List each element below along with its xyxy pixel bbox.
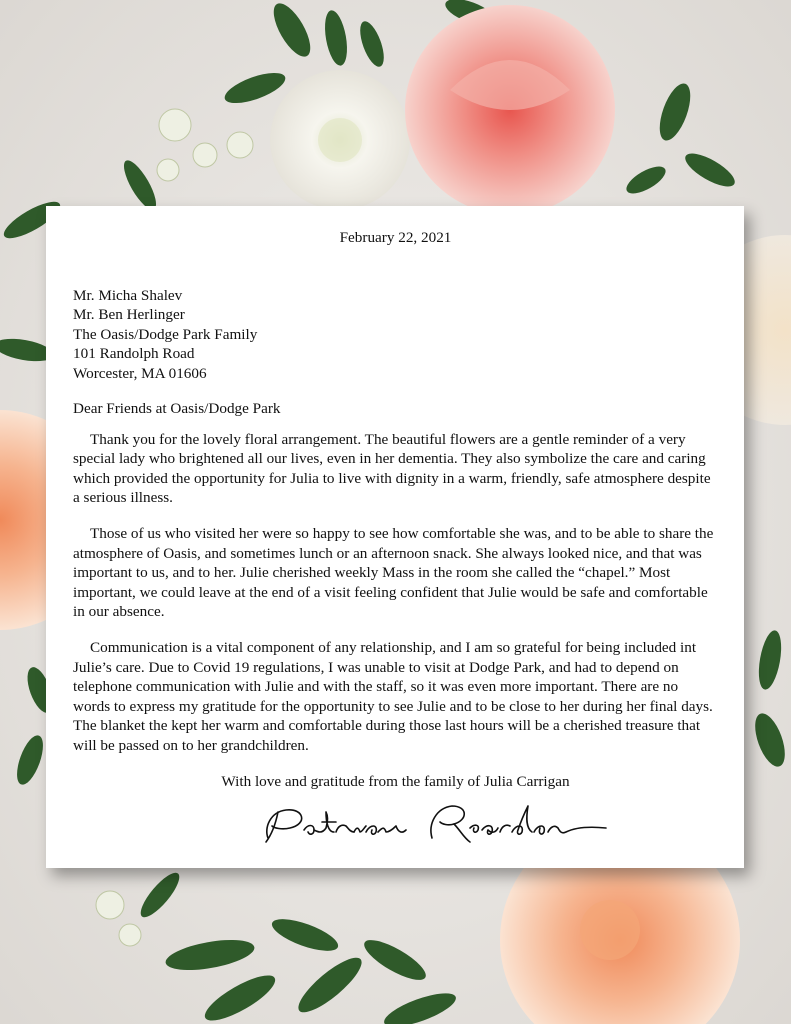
address-line: 101 Randolph Road: [73, 345, 195, 363]
letter-date: February 22, 2021: [339, 229, 452, 246]
handwritten-signature: [256, 798, 616, 850]
recipient-address: [73, 286, 714, 384]
closing-line: With love and gratitude from the family of Julia Carrigan: [221, 772, 570, 790]
address-line: The Oasis/Dodge Park Family: [73, 325, 258, 343]
body-paragraph: Those of us who visited her were so happy to see how comfortable she was, and to be able to share the atmosphere of Oasis, and sometimes lunch or an afternoon snack. She always looked nice, and that was important to us, and to her. Julie cherished weekly Mass in the room she called the “chapel.” Most important, we could leave at the end of a visit feeling confident that Julie would be safe and comfortable in our absence.: [73, 525, 714, 621]
letter-page: [46, 206, 744, 868]
body-paragraph: Thank you for the lovely floral arrangement. The beautiful flowers are a gentle reminder of a very special lady who brightened all our lives, even in her dementia. They also symbolize the care and caring which provided the opportunity for Julia to live with dignity in a warm, friendly, safe atmosphere despite a serious illness.: [73, 430, 711, 507]
address-line: Mr. Micha Shalev: [73, 286, 183, 304]
address-line: Mr. Ben Herlinger: [73, 306, 185, 324]
address-line: Worcester, MA 01606: [73, 364, 207, 382]
body-paragraph: Communication is a vital component of any relationship, and I am so grateful for being included int Julie’s care. Due to Covid 19 regulations, I was unable to visit at Dodge Park, and had to depend on telephone communication with Julie and with the staff, so it was even more important. There are no words to express my gratitude for the opportunity to see Julie and to be close to her during her final days. The blanket the kept her warm and comfortable during those last hours will be a cherished treasure that will be passed on to her grandchildren.: [73, 639, 713, 754]
salutation: Dear Friends at Oasis/Dodge Park: [73, 400, 281, 418]
